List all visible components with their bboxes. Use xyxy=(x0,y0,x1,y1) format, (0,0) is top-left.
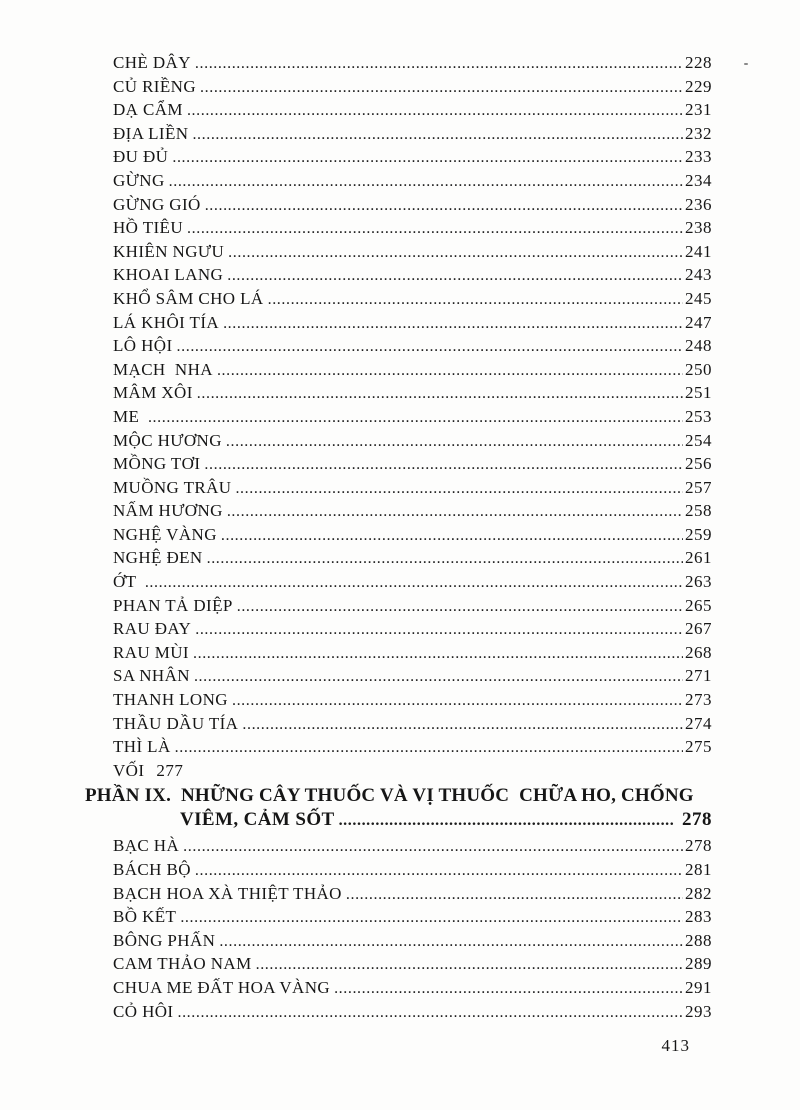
section-heading-page-number: 278 xyxy=(682,809,712,831)
toc-entry-page-number: 265 xyxy=(685,595,712,615)
toc-entry xyxy=(113,193,712,217)
toc-entry xyxy=(113,712,712,736)
toc-entry-page-number: 281 xyxy=(685,860,712,879)
toc-entry-title: CHÈ DÂY xyxy=(113,53,191,72)
scan-artifact-dot xyxy=(744,63,748,65)
toc-entry-title: BẠC HÀ xyxy=(113,836,180,856)
dot-leader xyxy=(235,477,683,501)
toc-entry xyxy=(113,905,712,929)
toc-entry-page-number: 277 xyxy=(156,760,184,780)
toc-entry xyxy=(113,929,712,953)
dot-leader xyxy=(346,883,683,907)
toc-entry-title: ĐỊA LIỀN xyxy=(113,123,189,143)
toc-entry-title: HỒ TIÊU xyxy=(113,218,184,238)
toc-entry-page-number: 250 xyxy=(685,359,712,379)
toc-entry xyxy=(113,263,712,287)
dot-leader xyxy=(339,809,674,833)
dot-leader xyxy=(205,194,683,218)
toc-entry-title: GỪNG GIÓ xyxy=(113,194,201,214)
dot-leader xyxy=(223,312,683,336)
toc-entry-title: RAU ĐAY xyxy=(113,619,192,639)
dot-leader xyxy=(195,859,683,883)
toc-entry-title: MỘC HƯƠNG xyxy=(113,430,222,450)
toc-entry xyxy=(113,570,712,594)
toc-entry xyxy=(113,122,712,146)
toc-entry-page-number: 283 xyxy=(685,907,712,927)
toc-entry xyxy=(113,381,712,405)
section-heading-line2: VIÊM, CẢM SỐT xyxy=(180,809,335,831)
toc-entry-page-number: 228 xyxy=(685,53,712,72)
dot-leader xyxy=(237,595,683,619)
dot-leader xyxy=(219,930,683,954)
toc-entry-title: DẠ CẨM xyxy=(113,100,183,120)
toc-entry xyxy=(113,334,712,358)
dot-leader xyxy=(268,288,683,312)
toc-entry-page-number: 261 xyxy=(685,548,712,568)
toc-entry-title: SA NHÂN xyxy=(113,666,190,686)
toc-entry-page-number: 274 xyxy=(685,713,712,733)
toc-entry xyxy=(113,358,712,382)
toc-entry-page-number: 288 xyxy=(685,930,712,950)
dot-leader xyxy=(242,713,683,737)
toc-entry-page-number: 268 xyxy=(685,642,712,662)
toc-entry-title: BÁCH BỘ xyxy=(113,860,191,879)
toc-entry-title: BÔNG PHẤN xyxy=(113,930,216,950)
toc-entry-title: NGHỆ ĐEN xyxy=(113,548,203,568)
dot-leader xyxy=(180,906,683,930)
toc-entry-title: PHAN TẢ DIỆP xyxy=(113,595,233,615)
dot-leader xyxy=(204,453,683,477)
toc-entry-page-number: 282 xyxy=(685,883,712,903)
toc-entry xyxy=(113,75,712,99)
toc-entry xyxy=(113,240,712,264)
toc-entry xyxy=(113,405,712,429)
toc-entry-page-number: 238 xyxy=(685,218,712,238)
toc-entry-title: KHIÊN NGƯU xyxy=(113,241,225,261)
toc-entry-title: ME xyxy=(113,406,144,426)
toc-entry-page-number: 234 xyxy=(685,170,712,190)
toc-entry xyxy=(113,499,712,523)
toc-entry xyxy=(113,98,712,122)
toc-entry xyxy=(113,858,712,882)
toc-entry-title: KHOAI LANG xyxy=(113,265,224,285)
toc-entry-page-number: 275 xyxy=(685,737,712,757)
toc-entry-page-number: 253 xyxy=(685,406,712,426)
dot-leader xyxy=(217,359,683,383)
toc-entry xyxy=(113,976,712,1000)
toc-entry-title: CAM THẢO NAM xyxy=(113,954,252,974)
dot-leader xyxy=(195,52,683,76)
toc-entry-page-number: 247 xyxy=(685,312,712,332)
dot-leader xyxy=(197,382,683,406)
toc-entry-title: BẠCH HOA XÀ THIỆT THẢO xyxy=(113,883,342,903)
dot-leader xyxy=(194,665,683,689)
toc-entry-page-number: 293 xyxy=(685,1001,712,1021)
toc-entry-page-number: 291 xyxy=(685,977,712,997)
toc-entry-title: THANH LONG xyxy=(113,690,228,710)
toc-entry-title: GỪNG xyxy=(113,170,165,190)
toc-entry xyxy=(113,641,712,665)
section-heading-line2-row xyxy=(180,808,712,833)
toc-entry xyxy=(113,523,712,547)
toc-entry xyxy=(113,169,712,193)
toc-entry xyxy=(113,594,712,618)
toc-entry-title: THÌ LÀ xyxy=(113,737,171,757)
dot-leader xyxy=(227,264,683,288)
toc-entry xyxy=(113,51,712,75)
toc-entry xyxy=(113,216,712,240)
toc-entry-page-number: 267 xyxy=(685,619,712,639)
section-heading xyxy=(85,784,712,833)
toc-entry-page-number: 251 xyxy=(685,383,712,403)
toc-entries-group-2 xyxy=(113,834,712,1023)
toc-entry-page-number: 259 xyxy=(685,524,712,544)
toc-entry-title: ỚT xyxy=(113,572,141,592)
toc-entry-page-number: 231 xyxy=(685,100,712,120)
toc-entry-title: CHUA ME ĐẤT HOA VÀNG xyxy=(113,977,331,997)
dot-leader xyxy=(226,430,683,454)
dot-leader xyxy=(172,146,683,170)
toc-entry-title: MÂM XÔI xyxy=(113,383,193,403)
dot-leader xyxy=(193,642,683,666)
dot-leader xyxy=(177,1001,683,1025)
dot-leader xyxy=(200,76,683,100)
toc-entry xyxy=(113,452,712,476)
toc-entry-page-number: 263 xyxy=(685,572,712,592)
dot-leader xyxy=(148,406,683,430)
toc-entry-title: LÁ KHÔI TÍA xyxy=(113,312,220,332)
dot-leader xyxy=(232,689,683,713)
toc-entry xyxy=(113,546,712,570)
toc-entry-page-number: 256 xyxy=(685,454,712,474)
toc-entry-page-number: 278 xyxy=(685,836,712,856)
toc-entry xyxy=(113,735,712,759)
dot-leader xyxy=(207,547,683,571)
toc-entry-title: MẠCH NHA xyxy=(113,359,213,379)
toc-entry xyxy=(113,287,712,311)
toc-entry xyxy=(113,688,712,712)
toc-entry-title: KHỔ SÂM CHO LÁ xyxy=(113,288,264,308)
toc-entry-page-number: 254 xyxy=(685,430,712,450)
dot-leader xyxy=(192,123,683,147)
toc-entry-page-number: 243 xyxy=(685,265,712,285)
toc-entry-page-number: 229 xyxy=(685,76,712,96)
dot-leader xyxy=(228,241,683,265)
toc-entry-title: RAU MÙI xyxy=(113,642,189,662)
toc-entry-page-number: 245 xyxy=(685,288,712,308)
toc-entry xyxy=(113,834,712,858)
toc-entries-group-1 xyxy=(113,51,712,782)
toc-entry-title: NGHỆ VÀNG xyxy=(113,524,217,544)
dot-leader xyxy=(334,977,683,1001)
toc-entry-page-number: 236 xyxy=(685,194,712,214)
toc-entry-title: BỒ KẾT xyxy=(113,907,177,927)
toc-entry-page-number: 271 xyxy=(685,666,712,686)
section-heading-line1: PHẦN IX. NHỮNG CÂY THUỐC VÀ VỊ THUỐC CHỮA HO, CHỐNG xyxy=(85,785,694,807)
dot-leader xyxy=(227,500,683,524)
toc-entry-page-number: 289 xyxy=(685,954,712,974)
dot-leader xyxy=(187,217,683,241)
toc-entry-page-number: 233 xyxy=(685,147,712,167)
page-number: 413 xyxy=(661,1036,690,1055)
toc-entry-page-number: 241 xyxy=(685,241,712,261)
toc-entry-title: THẦU DẦU TÍA xyxy=(113,713,239,733)
toc-entry xyxy=(113,882,712,906)
table-of-contents xyxy=(85,51,712,1023)
toc-entry-title: VỐI xyxy=(113,760,145,780)
toc-entry xyxy=(113,664,712,688)
toc-entry-title: MUỒNG TRÂU xyxy=(113,477,232,497)
dot-leader xyxy=(221,524,683,548)
toc-entry xyxy=(113,759,712,783)
toc-entry-page-number: 257 xyxy=(685,477,712,497)
dot-leader xyxy=(195,618,683,642)
toc-entry-page-number: 258 xyxy=(685,501,712,521)
toc-entry xyxy=(113,429,712,453)
toc-entry-title: ĐU ĐỦ xyxy=(113,147,169,167)
toc-entry xyxy=(113,145,712,169)
toc-entry-page-number: 273 xyxy=(685,690,712,710)
toc-entry xyxy=(113,952,712,976)
toc-entry xyxy=(113,1000,712,1024)
dot-leader xyxy=(175,736,683,760)
toc-entry-title: LÔ HỘI xyxy=(113,336,173,356)
dot-leader xyxy=(177,335,683,359)
dot-leader xyxy=(256,953,683,977)
toc-entry-title: MỒNG TƠI xyxy=(113,454,201,474)
dot-leader xyxy=(169,170,683,194)
dot-leader xyxy=(187,99,683,123)
toc-entry xyxy=(113,311,712,335)
toc-entry-page-number: 232 xyxy=(685,123,712,143)
toc-entry xyxy=(113,476,712,500)
toc-entry-title: CỎ HÔI xyxy=(113,1001,174,1021)
toc-entry-page-number: 248 xyxy=(685,336,712,356)
toc-entry-title: CỦ RIỀNG xyxy=(113,76,197,96)
dot-leader xyxy=(145,571,683,595)
dot-leader xyxy=(183,835,683,859)
toc-entry xyxy=(113,617,712,641)
toc-entry-title: NẤM HƯƠNG xyxy=(113,501,223,521)
